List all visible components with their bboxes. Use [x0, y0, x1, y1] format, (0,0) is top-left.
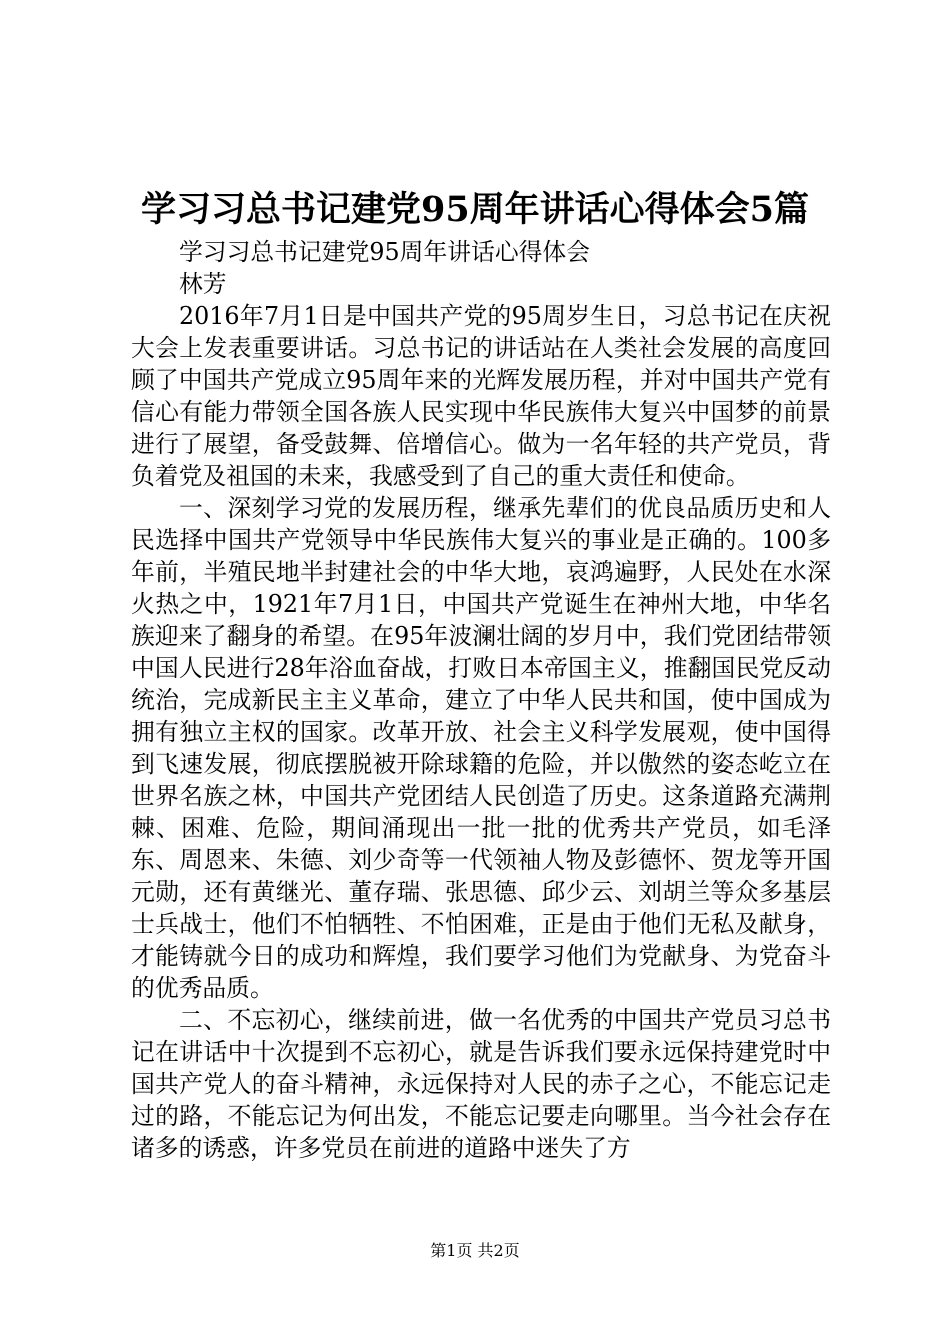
page-footer: 第1页 共2页 [430, 1241, 520, 1260]
document-author: 林芳 [179, 270, 227, 298]
document-title: 学习习总书记建党95周年讲话心得体会5篇 [140, 189, 810, 230]
document-subtitle: 学习习总书记建党95周年讲话心得体会 [179, 238, 591, 266]
document-body [131, 236, 831, 1164]
paragraph-intro: 2016年7月1日是中国共产党的95周岁生日，习总书记在庆祝大会上发表重要讲话。习总书记的讲话站在人类社会发展的高度回顾了中国共产党成立95周年来的光辉发展历程，并对中国共产党有信心有能力带领全国各族人民实现中华民族伟大复兴中国梦的前景进行了展望，备受鼓舞、倍增信心。做为一名年轻的共产党员，背负着党及祖国的未来，我感受到了自己的重大责任和使命。 [131, 302, 831, 490]
paragraph-section-one: 一、深刻学习党的发展历程，继承先辈们的优良品质历史和人民选择中国共产党领导中华民族伟大复兴的事业是正确的。100多年前，半殖民地半封建社会的中华大地，哀鸿遍野，人民处在水深火热之中，1921年7月1日，中国共产党诞生在神州大地，中华名族迎来了翻身的希望。在95年波澜壮阔的岁月中，我们党团结带领中国人民进行28年浴血奋战，打败日本帝国主义，推翻国民党反动统治，完成新民主主义革命，建立了中华人民共和国，使中国成为拥有独立主权的国家。改革开放、社会主义科学发展观，使中国得到飞速发展，彻底摆脱被开除球籍的危险，并以傲然的姿态屹立在世界名族之林，中国共产党团结人民创造了历史。这条道路充满荆棘、困难、危险，期间涌现出一批一批的优秀共产党员，如毛泽东、周恩来、朱德、刘少奇等一代领袖人物及彭德怀、贺龙等开国元勋，还有黄继光、董存瑞、张思德、邱少云、刘胡兰等众多基层士兵战士，他们不怕牺牲、不怕困难，正是由于他们无私及献身，才能铸就今日的成功和辉煌，我们要学习他们为党献身、为党奋斗的优秀品质。 [131, 494, 831, 1002]
paragraph-section-two: 二、不忘初心，继续前进，做一名优秀的中国共产党员习总书记在讲话中十次提到不忘初心，就是告诉我们要永远保持建党时中国共产党人的奋斗精神，永远保持对人民的赤子之心，不能忘记走过的路，不能忘记为何出发，不能忘记要走向哪里。当今社会存在诸多的诱惑，许多党员在前进的道路中迷失了方 [131, 1006, 831, 1162]
